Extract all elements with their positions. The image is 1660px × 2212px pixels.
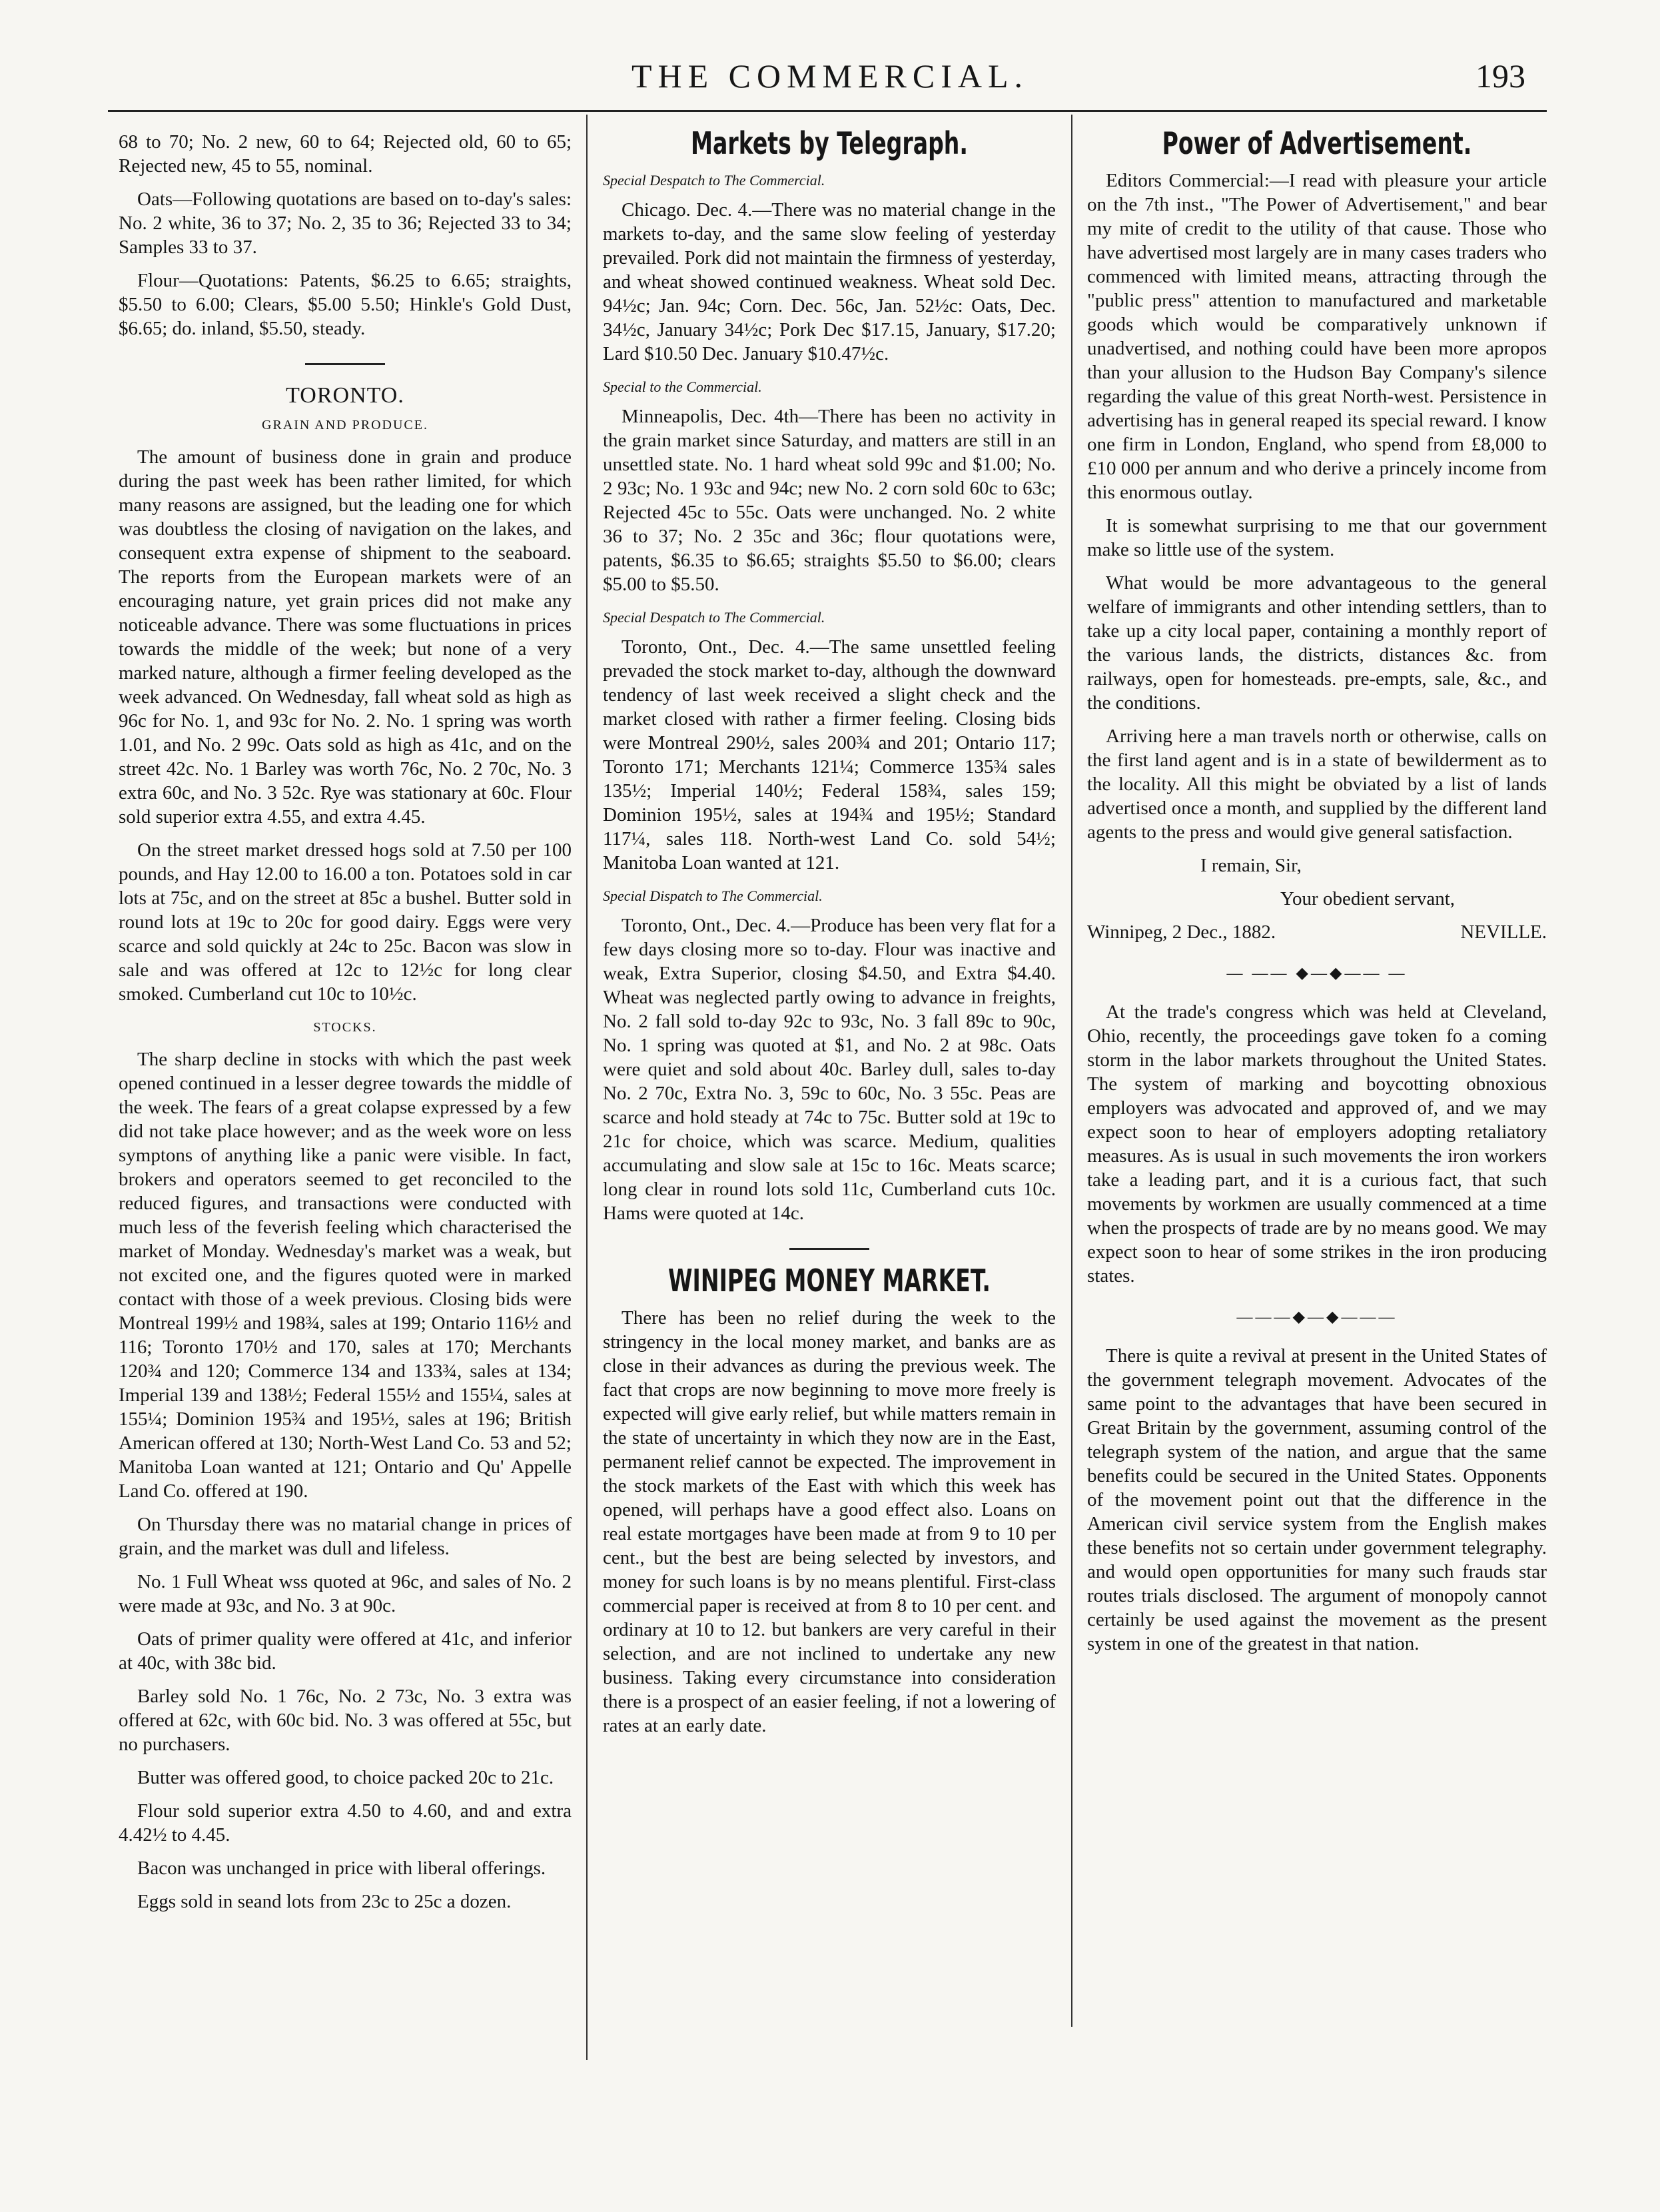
ornament-divider: — —— ◆—◆—— — xyxy=(1226,965,1408,982)
section-subtitle-grain: GRAIN AND PRODUCE. xyxy=(262,418,428,432)
paragraph: There has been no relief during the week to the stringency in the local money market, and banks are as close in their advances as during the previous week. The fact that crops are now beginning to move more freely is expected will give early relief, but while matters remain in the state of uncertainty in which they now are in the East, permanent relief cannot be expected. The improvement in the stock markets of the East with which this week has opened, will perhaps have a good effect also. Loans on real estate mortgages have been made at from 9 to 10 per cent., but the best are being selected by investors, and money for such loans is by no means plentiful. First-class commercial paper is received at from 8 to 10 per cent. and ordinary at 10 to 12. but bankers are very careful in their selection, and are not inclined to undertake any new business. Taking every circumstance into consideration there is a prospect of an easier feeling, if not a lowering of rates at an early date. xyxy=(603,1307,1056,1736)
paragraph: The sharp decline in stocks with which the past week opened continued in a lesser degree towards the middle of the week. The fears of a great colapse expressed by a few did not take place however; and as the week wore on less symptons of anything like a panic were visible. In fact, brokers and operators seemed to get reconciled to the reduced figures, and transactions were conducted with much less of the feverish feeling which characterised the market of Monday. Wednesday's market was a weak, but not excited one, and the figures quoted were in marked contact with those of a week previous. Closing bids were Montreal 199½ and 198¾, sales at 199; Ontario 116½ and 116; Toronto 170½ and 170, sales at 170; Merchants 120¾ and 120; Commerce 134 and 133¾, sales at 134; Imperial 139 and 138½; Federal 155½ and 155¼, sales at 155¼; Dominion 195¾ and 195½, sales at 196; British American offered at 130; North-West Land Co. 53 and 52; Manitoba Loan wanted at 121; Ontario and Qu' Appelle Land Co. offered at 190. xyxy=(119,1049,572,1502)
dateline: Special Despatch to The Commercial. xyxy=(603,172,825,189)
paragraph: Oats of primer quality were offered at 41c, and inferior at 40c, with 38c bid. xyxy=(119,1628,572,1674)
paragraph: Flour sold superior extra 4.50 to 4.60, and and extra 4.42½ to 4.45. xyxy=(119,1800,572,1846)
paragraph: On Thursday there was no matarial change in prices of grain, and the market was dull and lifeless. xyxy=(119,1514,572,1559)
paragraph: Eggs sold in seand lots from 23c to 25c a dozen. xyxy=(137,1891,512,1912)
column-divider-2 xyxy=(1071,115,1072,2027)
paragraph: Flour—Quotations: Patents, $6.25 to 6.65; straights, $5.50 to 6.00; Clears, $5.00 5.50; Hinkle's Gold Dust, $6.65; do. inland, $5.50, steady. xyxy=(119,270,572,339)
signature-line xyxy=(1087,920,1547,944)
headline-winipeg-money-market: WINIPEG MONEY MARKET. xyxy=(667,1263,991,1299)
paragraph: It is somewhat surprising to me that our government make so little use of the system. xyxy=(1087,515,1547,560)
headline-power-of-advertisement: Power of Advertisement. xyxy=(1162,125,1472,161)
paragraph: Arriving here a man travels north or otherwise, calls on the first land agent and is in a state of bewilderment as to the locality. All this might be obviated by a list of lands advertised once a month, and supplied by the different land agents to the press and would give general satisfaction. xyxy=(1087,726,1547,843)
column-right xyxy=(1087,125,1547,1665)
page-number: 193 xyxy=(1475,57,1525,95)
column-middle xyxy=(603,125,1056,1747)
paragraph: 68 to 70; No. 2 new, 60 to 64; Rejected old, 60 to 65; Rejected new, 45 to 55, nominal. xyxy=(119,131,572,177)
column-divider-1 xyxy=(586,115,588,2060)
dateline: Special Despatch to The Commercial. xyxy=(603,609,825,626)
masthead-title: THE COMMERCIAL. xyxy=(631,57,1029,95)
section-subtitle-stocks: STOCKS. xyxy=(313,1020,377,1035)
paragraph: Minneapolis, Dec. 4th—There has been no activity in the grain market since Saturday, and matters are still in an unsettled state. No. 1 hard wheat sold 99c and $1.00; No. 2 93c; No. 1 93c and 94c; new No. 2 corn sold 60c to 63c; Rejected 45c to 55c. Oats were unchanged. No. 2 white 36 to 37; No. 2 35c and 36c; flour quotations were, patents, $6.35 to $6.65; straights $5.50 to $6.00; clears $5.00 to $5.50. xyxy=(603,406,1056,595)
ornament-divider: ———◆—◆——— xyxy=(1236,1309,1398,1326)
paragraph: Editors Commercial:—I read with pleasure your article on the 7th inst., "The Power of Advertisement," and bear my mite of credit to the utility of that cause. Those who have advertised most largely are in many cases traders who commenced with limited means, attracting through the "public press" attention to manufactured and marketable goods which would be comparatively unknown if unadvertised, and nothing could have been more apropos than your allusion to the Hudson Bay Company's silence regarding the value of this great North-west. Persistence in advertising has in general reaped its special reward. I know one firm in London, England, who spend from £8,000 to £10 000 per annum and who derive a princely income from this enormous outlay. xyxy=(1087,170,1547,503)
section-rule xyxy=(789,1248,869,1250)
paragraph: Butter was offered good, to choice packed 20c to 21c. xyxy=(137,1767,554,1788)
dateline: Special Dispatch to The Commercial. xyxy=(603,887,823,904)
paragraph: Bacon was unchanged in price with liberal offerings. xyxy=(137,1858,546,1879)
paragraph: There is quite a revival at present in the United States of the government telegraph movement. Advocates of the same point to the advantages that have been secured in Great Britain by the government, assuming control of the telegraph system of the nation, and argue that the same benefits could be secured in the United States. Opponents of the movement point out that the difference in the American civil service system from the English makes these benefits not so certain under government telegraphy. and would open opportunities for many such frauds star routes trials disclosed. The argument of monopoly cannot certainly be used against the movement as the present system in one of the greatest in that nation. xyxy=(1087,1345,1547,1654)
headline-markets-by-telegraph: Markets by Telegraph. xyxy=(691,125,968,161)
closing-remain: I remain, Sir, xyxy=(1200,855,1302,876)
paragraph: Oats—Following quotations are based on to-day's sales: No. 2 white, 36 to 37; No. 2, 35 to 36; Rejected 33 to 34; Samples 33 to 37. xyxy=(119,189,572,258)
paragraph: The amount of business done in grain and produce during the past week has been rather limited, for which many reasons are assigned, but the leading one for which was doubtless the closing of navigation on the lakes, and consequent extra expense of shipment to the seaboard. The reports from the European markets were of an encouraging nature, yet grain prices did not make any noticeable advance. There was some fluctuations in prices towards the middle of the week; but none of a very marked nature, although a firmer feeling developed as the week advanced. On Wednesday, fall wheat sold as high as 96c for No. 1, and 93c for No. 2. No. 1 spring was worth 1.01, and No. 2 99c. Oats sold as high as 41c, and on the street 42c. No. 1 Barley was worth 76c, No. 2 70c, No. 3 extra 60c, and No. 3 52c. Rye was stationary at 60c. Flour sold superior extra 4.55, and extra 4.45. xyxy=(119,446,572,828)
place-date: Winnipeg, 2 Dec., 1882. xyxy=(1087,921,1276,943)
section-rule xyxy=(305,363,385,365)
paragraph: Toronto, Ont., Dec. 4.—The same unsettled feeling prevaded the stock market to-day, although the downward tendency of last week received a slight check and the market closed with rather a firmer feeling. Closing bids were Montreal 290½, sales 200¾ and 201; Ontario 117; Toronto 171; Merchants 121¼; Commerce 135¾ sales 135½; Imperial 140½; Federal 158¾, sales 159; Dominion 195½, sales at 194¾ and 195½; Standard 117¼, sales 118. North-west Land Co. sold 54½; Manitoba Loan wanted at 121. xyxy=(603,636,1056,873)
paragraph: Chicago. Dec. 4.—There was no material change in the markets to-day, and the same slow feeling of yesterday prevailed. Pork did not maintain the firmness of yesterday, and wheat showed continued weakness. Wheat sold Dec. 94½c; Jan. 94c; Corn. Dec. 56c, Jan. 52½c: Oats, Dec. 34½c, January 34½c; Pork Dec $17.15, January, $17.20; Lard $10.50 Dec. January $10.47½c. xyxy=(603,199,1056,364)
paragraph: At the trade's congress which was held at Cleveland, Ohio, recently, the proceedings gave token fo a coming storm in the labor markets throughout the United States. The system of marking and boycotting obnoxious employers was advocated and approved of, and we may expect soon to hear of employers adopting retaliatory measures. As is usual in such movements the iron workers take a leading part, and it is a curious fact, that such movements by workmen are usually commenced at a time when the prospects of trade are by no means good. We may expect soon to hear of some strikes in the iron producing states. xyxy=(1087,1001,1547,1287)
masthead xyxy=(0,0,1660,100)
paragraph: Barley sold No. 1 76c, No. 2 73c, No. 3 extra was offered at 62c, with 60c bid. No. 3 was offered at 55c, but no purchasers. xyxy=(119,1686,572,1755)
paragraph: What would be more advantageous to the general welfare of immigrants and other intending settlers, than to take up a city local paper, containing a monthly report of the various lands, the districts, distances &c. from railways, open for homesteads. pre-empts, sale, &c., and the conditions. xyxy=(1087,572,1547,714)
closing-servant: Your obedient servant, xyxy=(1280,888,1455,909)
paragraph: No. 1 Full Wheat wss quoted at 96c, and sales of No. 2 were made at 93c, and No. 3 at 90c. xyxy=(119,1571,572,1616)
paragraph: Toronto, Ont., Dec. 4.—Produce has been very flat for a few days closing more so to-day. Flour was inactive and weak, Extra Superior, closing $4.50, and Extra $4.40. Wheat was neglected partly owing to advance in freights, No. 2 fall sold to-day 92c to 93c, No. 3 fall 89c to 90c, No. 1 spring was quoted at $1, and No. 2 at 98c. Oats were quiet and sold about 40c. Barley dull, sales to-day No. 2 70c, Extra No. 3, 59c to 60c, No. 3 55c. Peas are scarce and hold steady at 74c to 75c. Butter sold at 19c to 21c for choice, which was scarce. Medium, qualities accumulating and slow sale at 15c to 16c. Meats scarce; long clear in round lots sold 11c, Cumberland cuts 10c. Hams were quoted at 14c. xyxy=(603,915,1056,1224)
dateline: Special to the Commercial. xyxy=(603,378,762,395)
signature: NEVILLE. xyxy=(1460,921,1547,943)
paragraph: On the street market dressed hogs sold at 7.50 per 100 pounds, and Hay 12.00 to 16.00 a ton. Potatoes sold in car lots at 75c, and on the street at 85c a bushel. Butter sold in round lots at 19c to 20c for good dairy. Eggs were very scarce and sold quickly at 24c to 25c. Bacon was slow in sale and was offered at 12c to 12½c for long clear smoked. Cumberland cut 10c to 10½c. xyxy=(119,839,572,1005)
column-left xyxy=(119,130,572,1923)
section-title-toronto: TORONTO. xyxy=(286,383,404,408)
header-rule xyxy=(108,110,1547,112)
